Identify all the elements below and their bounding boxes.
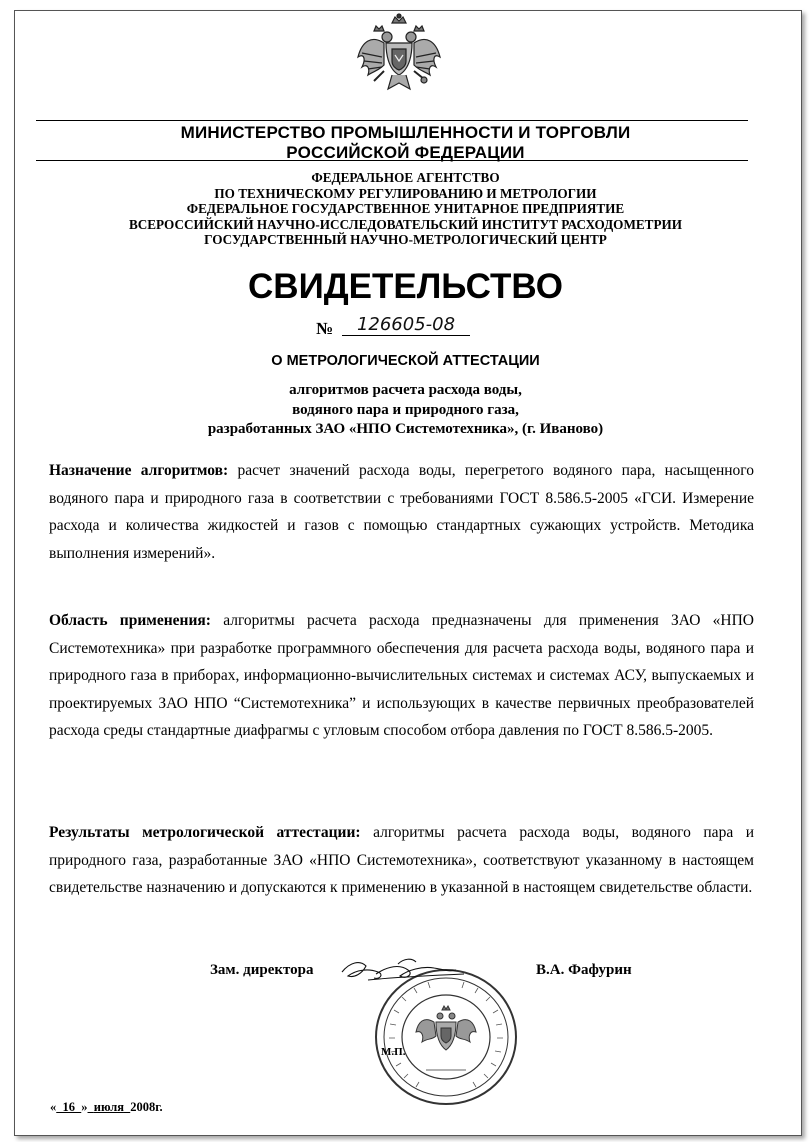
certificate-number <box>316 313 476 339</box>
scope-paragraph <box>49 607 754 745</box>
results-paragraph <box>49 819 754 902</box>
ministry-title <box>0 123 811 163</box>
agency-block <box>0 170 811 248</box>
results-label: Результаты метрологической аттестации: <box>49 824 361 841</box>
agency-line: ГОСУДАРСТВЕННЫЙ НАУЧНО-МЕТРОЛОГИЧЕСКИЙ ЦЕНТР <box>204 232 607 247</box>
agency-line: ВСЕРОССИЙСКИЙ НАУЧНО-ИССЛЕДОВАТЕЛЬСКИЙ ИНСТИТУТ РАСХОДОМЕТРИИ <box>128 216 683 232</box>
issue-date <box>50 1100 163 1115</box>
signer-role: Зам. директора <box>210 962 314 978</box>
date-year: 2008г. <box>130 1100 163 1114</box>
certificate-subtitle: О МЕТРОЛОГИЧЕСКОЙ АТТЕСТАЦИИ <box>271 353 540 369</box>
handwritten-signature-icon <box>338 952 468 988</box>
subject-line: водяного пара и природного газа, <box>292 401 519 418</box>
date-day-value: 16 <box>62 1100 75 1114</box>
certificate-title: СВИДЕТЕЛЬСТВО <box>248 267 563 306</box>
date-close-quote: » <box>81 1100 88 1114</box>
subject-line: алгоритмов расчета расхода воды, <box>289 382 522 398</box>
scope-label: Область применения: <box>49 612 211 629</box>
number-sign: № <box>316 319 334 338</box>
agency-line: ФЕДЕРАЛЬНОЕ ГОСУДАРСТВЕННОЕ УНИТАРНОЕ ПРЕДПРИЯТИЕ <box>186 201 625 216</box>
scope-text: алгоритмы расчета расхода предназначены для применения ЗАО «НПО Системотехника» при разработке программного обеспечения для расчета расхода воды, водяного пара и природного газа в приборах, информационно-вычислительных системах и системах АСУ, выпускаемых и проектируемых ЗАО НПО “Системотехника” и использующих в качестве первичных преобразователей расхода среды стандартные диафрагмы с угловым способом отбора давления по ГОСТ 8.586.5-2005. <box>49 612 754 739</box>
date-month-value: июля <box>93 1100 124 1114</box>
date-open-quote: « <box>50 1100 57 1114</box>
agency-line: ПО ТЕХНИЧЕСКОМУ РЕГУЛИРОВАНИЮ И МЕТРОЛОГИИ <box>214 185 597 201</box>
date-month <box>88 1100 131 1114</box>
signer-name: В.А. Фафурин <box>536 962 632 978</box>
certificate-subject <box>0 381 811 440</box>
results-text: алгоритмы расчета расхода воды, водяного пара и природного газа, разработанные ЗАО «НПО Системотехника», соответствуют указанному в настоящем свидетельстве назначению и допускаются к применению в указанной в настоящем свидетельстве области. <box>49 824 755 896</box>
purpose-label: Назначение алгоритмов: <box>49 462 229 479</box>
header-top-rule <box>36 120 748 121</box>
agency-line: ФЕДЕРАЛЬНОЕ АГЕНТСТВО <box>311 170 500 185</box>
subject-line: разработанных ЗАО «НПО Системотехника», (г. Иваново) <box>207 421 604 437</box>
stamp-mark: М.П. <box>381 1046 406 1058</box>
purpose-text: расчет значений расхода воды, перегретого водяного пара, насыщенного водяного пара и природного газа в соответствии с требованиями ГОСТ 8.586.5-2005 «ГСИ. Измерение расхода и количества жидкостей и газов с помощью стандартных сужающих устройств. Методика выполнения измерений». <box>49 462 755 562</box>
ministry-line: РОССИЙСКОЙ ФЕДЕРАЦИИ <box>286 143 525 162</box>
header-bottom-rule <box>36 160 748 161</box>
date-day <box>56 1100 81 1114</box>
ministry-line: МИНИСТЕРСТВО ПРОМЫШЛЕННОСТИ И ТОРГОВЛИ <box>180 123 631 142</box>
purpose-paragraph <box>49 457 754 567</box>
russian-coat-of-arms-icon <box>354 13 444 95</box>
certificate-number-value: 126605-08 <box>342 313 470 336</box>
